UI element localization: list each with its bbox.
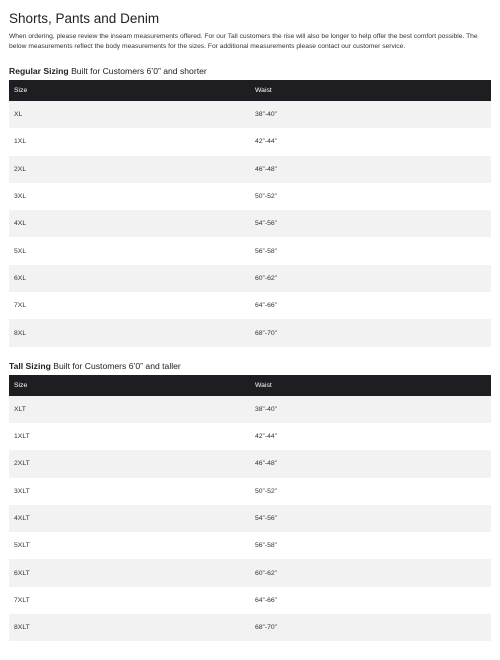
size-cell: 6XLT [9,559,250,586]
waist-cell: 50”-52” [250,183,491,210]
table-row [9,478,491,505]
size-cell: 7XL [9,292,250,319]
table-row [9,450,491,477]
waist-cell: 64”-66” [250,587,491,614]
intro-text: When ordering, please review the inseam measurements offered. For our Tall customers the rise will also be longer to help offer the best comfort possible. The below measurements reflect the body measurements for the sizes. For additional measurements please contact our customer service. [9,33,478,50]
table-row [9,532,491,559]
table-row [9,265,491,292]
size-cell: 8XLT [9,614,250,641]
waist-cell: 64”-66” [250,292,491,319]
waist-cell: 42”-44” [250,128,491,155]
tall-size-table [9,375,491,642]
size-cell: XL [9,101,250,128]
table-row [9,292,491,319]
column-header-size: Size [9,80,250,101]
size-cell: XLT [9,396,250,423]
table-row [9,319,491,346]
waist-cell: 38”-40” [250,101,491,128]
table-row [9,505,491,532]
waist-cell: 54”-56” [250,505,491,532]
size-cell: 2XL [9,156,250,183]
size-cell: 4XLT [9,505,250,532]
tall-sizing-heading [9,361,491,372]
waist-cell: 60”-62” [250,559,491,586]
waist-cell: 56”-58” [250,237,491,264]
regular-sizing-heading-rest: Built for Customers 6’0” and shorter [68,66,207,76]
table-row [9,237,491,264]
waist-cell: 60”-62” [250,265,491,292]
size-cell: 3XLT [9,478,250,505]
tall-sizing-heading-rest: Built for Customers 6’0” and taller [50,360,181,371]
size-cell: 5XLT [9,532,250,559]
size-cell: 4XL [9,210,250,237]
waist-cell: 50”-52” [250,478,491,505]
table-row [9,423,491,450]
regular-sizing-heading [9,66,491,77]
waist-cell: 46”-48” [250,450,491,477]
regular-size-table [9,80,491,347]
waist-cell: 42”-44” [250,423,491,450]
column-header-size: Size [9,375,250,396]
table-row [9,396,491,423]
waist-cell: 46”-48” [250,156,491,183]
table-row [9,156,491,183]
table-header-row [9,375,491,396]
table-header-row [9,80,491,101]
table-row [9,210,491,237]
size-cell: 6XL [9,265,250,292]
table-row [9,101,491,128]
tall-sizing-heading-bold: Tall Sizing [9,360,51,371]
size-cell: 7XLT [9,587,250,614]
size-cell: 8XL [9,319,250,346]
size-cell: 1XLT [9,423,250,450]
regular-sizing-heading-bold: Regular Sizing [9,66,69,76]
waist-cell: 68”-70” [250,319,491,346]
table-row [9,587,491,614]
column-header-waist: Waist [250,80,491,101]
column-header-waist: Waist [250,375,491,396]
size-cell: 1XL [9,128,250,155]
table-row [9,559,491,586]
size-cell: 5XL [9,237,250,264]
size-cell: 3XL [9,183,250,210]
waist-cell: 56”-58” [250,532,491,559]
waist-cell: 68”-70” [250,614,491,641]
size-cell: 2XLT [9,450,250,477]
table-row [9,183,491,210]
page-title: Shorts, Pants and Denim [9,11,160,26]
table-row [9,614,491,641]
waist-cell: 38”-40” [250,396,491,423]
waist-cell: 54”-56” [250,210,491,237]
table-row [9,128,491,155]
